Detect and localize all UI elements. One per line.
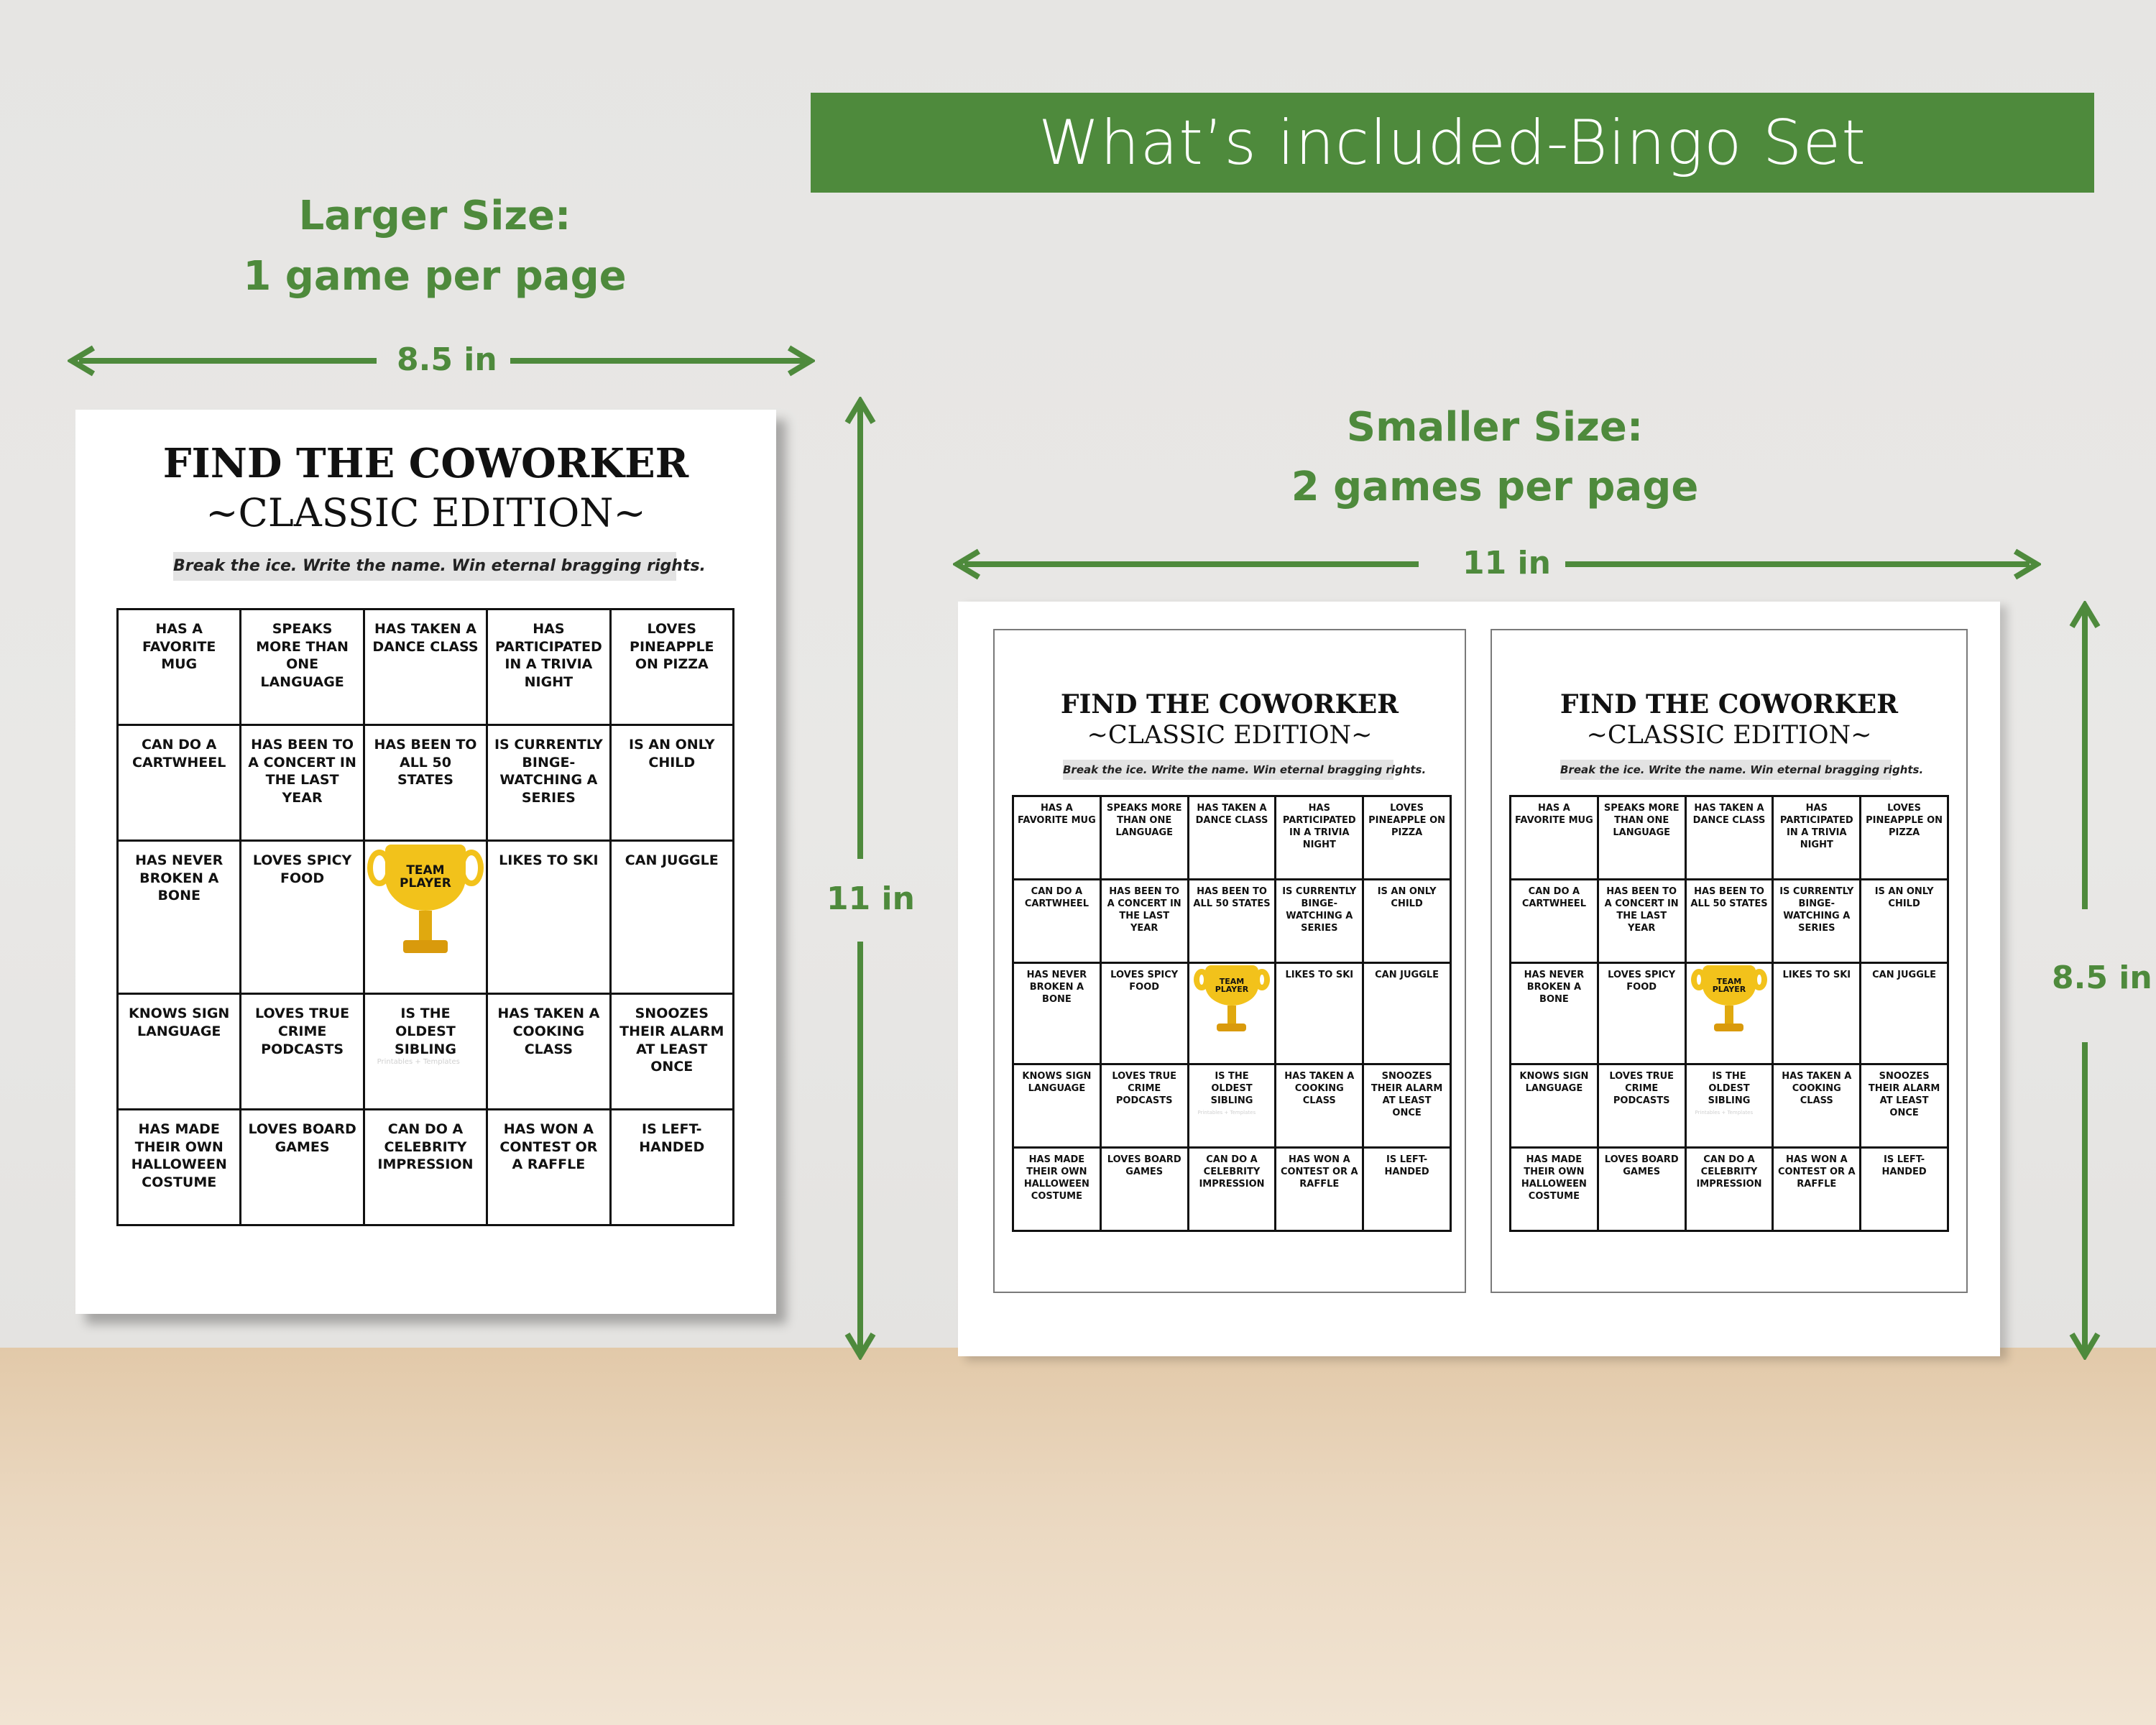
cell-text: HAS PARTICIPATED IN A TRIVIA NIGHT (494, 621, 602, 691)
cell-text: LOVES BOARD GAMES (1604, 1154, 1679, 1177)
bingo-cell (1598, 796, 1685, 880)
free-space-cell (1188, 963, 1276, 1064)
bingo-cell (1861, 1064, 1948, 1147)
bingo-cell (1511, 1147, 1598, 1230)
bingo-cell (487, 1110, 610, 1225)
bingo-cell (610, 994, 733, 1110)
cell-text: HAS MADE THEIR OWN HALLOWEEN COSTUME (131, 1121, 227, 1191)
bingo-cell (1685, 1147, 1773, 1230)
watermark: Printables + Templates (1695, 1110, 1754, 1116)
bingo-cell (1013, 1064, 1101, 1147)
bingo-cell (118, 840, 241, 993)
bingo-cell (487, 840, 610, 993)
cell-text: LOVES SPICY FOOD (1608, 970, 1676, 993)
bingo-grid-small-left (1012, 795, 1452, 1232)
bingo-cell (1773, 1064, 1861, 1147)
bingo-cell (487, 610, 610, 725)
card-tagline: Break the ice. Write the name. Win eternal bragging rights. (1063, 760, 1393, 780)
small-card-left (993, 629, 1466, 1293)
bingo-cell (1861, 880, 1948, 963)
cell-text: KNOWS SIGN LANGUAGE (1519, 1070, 1589, 1094)
bingo-cell (1598, 963, 1685, 1064)
watermark: Printables + Templates (1197, 1110, 1256, 1116)
cell-text: CAN DO A CARTWHEEL (132, 736, 226, 770)
grid-row (118, 610, 734, 725)
grid-row (1511, 796, 1948, 880)
cell-text: CAN DO A CELEBRITY IMPRESSION (1696, 1154, 1762, 1190)
trophy-label: TEAM PLAYER (385, 845, 466, 911)
bingo-cell (1363, 1064, 1451, 1147)
cell-text: IS LEFT-HANDED (1881, 1154, 1927, 1177)
bingo-cell (1861, 963, 1948, 1064)
cell-text: CAN DO A CARTWHEEL (1024, 886, 1089, 909)
grid-row (1013, 1147, 1451, 1230)
cell-text: LOVES SPICY FOOD (252, 852, 352, 886)
bingo-cell (1013, 796, 1101, 880)
grid-row (1511, 1147, 1948, 1230)
larger-size-label: Larger Size: (298, 193, 571, 239)
cell-text: HAS TAKEN A COOKING CLASS (1782, 1070, 1852, 1106)
bingo-cell (241, 1110, 364, 1225)
cell-text: IS CURRENTLY BINGE-WATCHING A SERIES (494, 736, 603, 806)
grid-row (1511, 880, 1948, 963)
cell-text: HAS WON A CONTEST OR A RAFFLE (1777, 1154, 1856, 1190)
wooden-floor (0, 1348, 2156, 1725)
bingo-cell (1188, 1147, 1276, 1230)
card-title: FIND THE COWORKER (1060, 689, 1399, 719)
cell-text: HAS BEEN TO A CONCERT IN THE LAST YEAR (1604, 886, 1679, 934)
cell-text: CAN DO A CELEBRITY IMPRESSION (377, 1121, 474, 1173)
cell-text: HAS NEVER BROKEN A BONE (1524, 970, 1585, 1005)
cell-text: HAS BEEN TO A CONCERT IN THE LAST YEAR (248, 736, 356, 806)
cell-text: LOVES PINEAPPLE ON PIZZA (1866, 803, 1943, 838)
bingo-cell (1276, 963, 1363, 1064)
cell-text: CAN JUGGLE (1872, 970, 1937, 981)
cell-text: HAS NEVER BROKEN A BONE (1026, 970, 1087, 1005)
header-banner: What’s included-Bingo Set (811, 93, 2094, 193)
bingo-cell (1861, 796, 1948, 880)
cell-text: HAS PARTICIPATED IN A TRIVIA NIGHT (1282, 803, 1356, 850)
bingo-cell (118, 994, 241, 1110)
bingo-cell (1100, 1064, 1188, 1147)
small-card-right (1491, 629, 1968, 1293)
bingo-cell (364, 994, 487, 1110)
smaller-size-caption: 2 games per page (1291, 464, 1699, 510)
bingo-cell (1773, 880, 1861, 963)
card-subtitle: ~CLASSIC EDITION~ (206, 490, 646, 535)
trophy-icon (1193, 965, 1271, 1031)
bingo-cell (487, 724, 610, 840)
bingo-grid-large (116, 608, 734, 1226)
bingo-cell (241, 724, 364, 840)
cell-text: HAS TAKEN A DANCE CLASS (372, 621, 479, 655)
cell-text: IS THE OLDEST SIBLING (1708, 1070, 1751, 1106)
cell-text: SNOOZES THEIR ALARM AT LEAST ONCE (1868, 1070, 1940, 1118)
bingo-cell (1100, 796, 1188, 880)
card-subtitle: ~CLASSIC EDITION~ (1586, 721, 1872, 750)
grid-row (118, 724, 734, 840)
grid-row (1013, 880, 1451, 963)
bingo-cell (1598, 1147, 1685, 1230)
bingo-cell (1773, 1147, 1861, 1230)
cell-text: HAS TAKEN A DANCE CLASS (1692, 803, 1766, 826)
bingo-cell (1276, 1147, 1363, 1230)
bingo-cell (1100, 963, 1188, 1064)
bingo-cell (610, 610, 733, 725)
cell-text: LIKES TO SKI (1782, 970, 1851, 981)
cell-text: SPEAKS MORE THAN ONE LANGUAGE (1603, 803, 1680, 838)
cell-text: HAS A FAVORITE MUG (142, 621, 216, 673)
cell-text: HAS A FAVORITE MUG (1018, 803, 1096, 826)
cell-text: CAN JUGGLE (625, 852, 719, 868)
bingo-cell (1511, 796, 1598, 880)
cell-text: LIKES TO SKI (499, 852, 599, 868)
grid-row (1013, 796, 1451, 880)
smaller-size-label: Smaller Size: (1346, 404, 1644, 451)
larger-width-label: 8.5 in (397, 341, 497, 378)
cell-text: IS THE OLDEST SIBLING (1210, 1070, 1253, 1106)
grid-row (118, 994, 734, 1110)
bingo-cell (1511, 963, 1598, 1064)
bingo-cell (1013, 1147, 1101, 1230)
bingo-cell (1188, 796, 1276, 880)
bingo-cell (1598, 1064, 1685, 1147)
cell-text: KNOWS SIGN LANGUAGE (129, 1006, 230, 1039)
bingo-cell (1013, 963, 1101, 1064)
bingo-grid-small-right (1509, 795, 1949, 1232)
bingo-cell (1100, 880, 1188, 963)
bingo-cell (1685, 796, 1773, 880)
bingo-cell (1363, 963, 1451, 1064)
bingo-cell (364, 610, 487, 725)
cell-text: IS LEFT-HANDED (639, 1121, 705, 1155)
free-space-cell (364, 840, 487, 993)
bingo-cell (1511, 1064, 1598, 1147)
cell-text: HAS MADE THEIR OWN HALLOWEEN COSTUME (1023, 1154, 1089, 1202)
cell-text: SNOOZES THEIR ALARM AT LEAST ONCE (619, 1006, 724, 1075)
bingo-cell (118, 1110, 241, 1225)
cell-text: LOVES BOARD GAMES (1107, 1154, 1181, 1177)
cell-text: LOVES PINEAPPLE ON PIZZA (630, 621, 714, 673)
cell-text: IS LEFT-HANDED (1384, 1154, 1429, 1177)
bingo-cell (1188, 880, 1276, 963)
small-bingo-sheet (958, 602, 2000, 1356)
bingo-cell (1276, 1064, 1363, 1147)
bingo-cell (1276, 796, 1363, 880)
grid-row (118, 1110, 734, 1225)
bingo-cell (1363, 1147, 1451, 1230)
grid-row (118, 840, 734, 993)
card-tagline: Break the ice. Write the name. Win eternal bragging rights. (1560, 760, 1891, 780)
cell-text: LOVES BOARD GAMES (248, 1121, 356, 1155)
free-space-cell (1685, 963, 1773, 1064)
watermark: Printables + Templates (377, 1057, 460, 1066)
larger-size-caption: 1 game per page (243, 253, 627, 300)
bingo-cell (1100, 1147, 1188, 1230)
cell-text: IS AN ONLY CHILD (1874, 886, 1934, 909)
cell-text: HAS WON A CONTEST OR A RAFFLE (499, 1121, 598, 1173)
cell-text: CAN DO A CARTWHEEL (1521, 886, 1586, 909)
cell-text: HAS WON A CONTEST OR A RAFFLE (1280, 1154, 1358, 1190)
grid-row (1511, 1064, 1948, 1147)
bingo-cell (1773, 796, 1861, 880)
cell-text: IS CURRENTLY BINGE-WATCHING A SERIES (1282, 886, 1357, 934)
bingo-cell (1013, 880, 1101, 963)
card-title: FIND THE COWORKER (1560, 689, 1899, 719)
bingo-cell (610, 1110, 733, 1225)
cell-text: HAS NEVER BROKEN A BONE (135, 852, 224, 904)
cell-text: CAN DO A CELEBRITY IMPRESSION (1199, 1154, 1265, 1190)
bingo-cell (1188, 1064, 1276, 1147)
grid-row (1013, 1064, 1451, 1147)
bingo-cell (364, 1110, 487, 1225)
cell-text: HAS BEEN TO ALL 50 STATES (374, 736, 477, 788)
card-subtitle: ~CLASSIC EDITION~ (1087, 721, 1373, 750)
bingo-cell (610, 840, 733, 993)
cell-text: LOVES TRUE CRIME PODCASTS (1112, 1070, 1177, 1106)
smaller-height-label: 8.5 in (2052, 960, 2152, 996)
cell-text: HAS BEEN TO A CONCERT IN THE LAST YEAR (1107, 886, 1181, 934)
bingo-cell (1685, 880, 1773, 963)
larger-height-label: 11 in (826, 880, 915, 917)
bingo-cell (1276, 880, 1363, 963)
card-tagline: Break the ice. Write the name. Win eternal bragging rights. (173, 552, 676, 581)
bingo-cell (241, 840, 364, 993)
cell-text: IS AN ONLY CHILD (629, 736, 715, 770)
bingo-cell (1511, 880, 1598, 963)
card-title: FIND THE COWORKER (162, 440, 689, 487)
grid-row (1013, 963, 1451, 1064)
trophy-icon (371, 845, 480, 953)
cell-text: CAN JUGGLE (1375, 970, 1439, 981)
cell-text: LIKES TO SKI (1285, 970, 1354, 981)
cell-text: HAS A FAVORITE MUG (1515, 803, 1593, 826)
trophy-icon (1690, 965, 1769, 1031)
cell-text: LOVES SPICY FOOD (1110, 970, 1179, 993)
bingo-cell (1861, 1147, 1948, 1230)
cell-text: LOVES TRUE CRIME PODCASTS (1609, 1070, 1674, 1106)
trophy-label: TEAM PLAYER (1205, 965, 1258, 1006)
bingo-cell (241, 610, 364, 725)
bingo-cell (118, 724, 241, 840)
large-bingo-sheet (75, 410, 776, 1314)
cell-text: HAS TAKEN A DANCE CLASS (1195, 803, 1268, 826)
cell-text: IS CURRENTLY BINGE-WATCHING A SERIES (1779, 886, 1854, 934)
cell-text: SPEAKS MORE THAN ONE LANGUAGE (256, 621, 349, 691)
cell-text: LOVES TRUE CRIME PODCASTS (255, 1006, 350, 1057)
cell-text: HAS BEEN TO ALL 50 STATES (1690, 886, 1768, 909)
cell-text: HAS PARTICIPATED IN A TRIVIA NIGHT (1779, 803, 1853, 850)
bingo-cell (1773, 963, 1861, 1064)
bingo-cell (610, 724, 733, 840)
bingo-cell (1685, 1064, 1773, 1147)
bingo-cell (1363, 796, 1451, 880)
cell-text: IS AN ONLY CHILD (1377, 886, 1437, 909)
smaller-width-label: 11 in (1462, 545, 1551, 581)
cell-text: LOVES PINEAPPLE ON PIZZA (1368, 803, 1446, 838)
bingo-cell (487, 994, 610, 1110)
cell-text: SPEAKS MORE THAN ONE LANGUAGE (1106, 803, 1182, 838)
cell-text: SNOOZES THEIR ALARM AT LEAST ONCE (1370, 1070, 1443, 1118)
grid-row (1511, 963, 1948, 1064)
cell-text: HAS MADE THEIR OWN HALLOWEEN COSTUME (1521, 1154, 1587, 1202)
bingo-cell (1598, 880, 1685, 963)
cell-text: KNOWS SIGN LANGUAGE (1022, 1070, 1092, 1094)
cell-text: IS THE OLDEST SIBLING (395, 1006, 456, 1057)
cell-text: HAS TAKEN A COOKING CLASS (1284, 1070, 1355, 1106)
bingo-cell (118, 610, 241, 725)
cell-text: HAS TAKEN A COOKING CLASS (497, 1006, 600, 1057)
bingo-cell (364, 724, 487, 840)
bingo-cell (241, 994, 364, 1110)
trophy-label: TEAM PLAYER (1703, 965, 1756, 1006)
bingo-cell (1363, 880, 1451, 963)
cell-text: HAS BEEN TO ALL 50 STATES (1193, 886, 1271, 909)
